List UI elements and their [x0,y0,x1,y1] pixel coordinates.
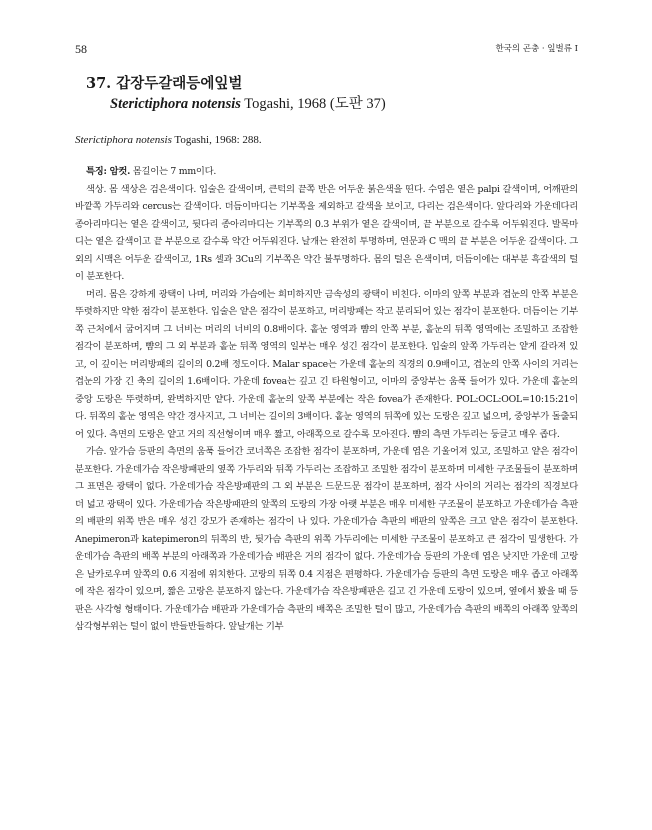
feature-paragraph [75,163,578,181]
species-korean-name: 37. 갑장두갈래등에잎벌 [86,75,243,92]
species-author: Togashi, 1968 (도판 37) [240,96,386,112]
page-header [75,42,578,56]
thorax-paragraph: 가슴. 앞가슴 등판의 측면의 움푹 들어간 코너쪽은 조잡한 점각이 분포하며, 가운데 엽은 기울어져 있고, 조밀하고 얕은 점각이 분포한다. 가운데가슴 작은방패판의 옆쪽 가두리와 뒤쪽 가두리는 조잡하고 조밀한 점각이 분포하며 미세한 구조물들이 분포하며 그 표면은 광택이 없다. 가운데가슴 작은방패판의 그 외 부분은 드문드문 점각이 분포하며, 점각 사이의 거리는 점각의 직경보다 더 넓고 광택이 있다. 가운데가슴 작은방패판의 앞쪽의 도랑의 가장 아랫 부분은 매우 미세한 구조물이 분포하고 가운데가슴 측판의 배판의 위쪽 반은 매우 성긴 강모가 존재하는 점각이 나 있다. 가운데가슴 측판의 배판의 앞쪽은 크고 얕은 점각이 분포한다. Anepimeron과 katepimeron의 뒤쪽의 반, 뒷가슴 측판의 위쪽 가두리에는 미세한 구조물이 분포하고 큰 점각이 밀생한다. 가운데가슴 측판의 배쪽 부분의 아래쪽과 가운데가슴 배판은 거의 점각이 없다. 가운데가슴 등판의 가운데 엽은 낮지만 가운데 고랑은 날카로우며 앞쪽의 0.6 지점에 위치한다. 고랑의 뒤쪽 0.4 지점은 편평하다. 가운데가슴 등판의 측면 도랑은 매우 좁고 아래쪽에 작은 점각이 있으며, 짧은 고랑은 분포하지 않는다. 가운데가슴 작은방패판은 길고 긴 가운데 도랑이 있으며, 옆에서 봤을 때 등판은 사각형 형태이다. 가운데가슴 배판과 가운데가슴 측판의 배쪽은 조밀한 털이 많고, 가운데가슴 측판의 배쪽의 아래쪽 앞쪽의 삼각형부위는 털이 없이 반들반들하다. 앞날개는 기부 [75,446,578,632]
feature-text: 몸길이는 7 mm이다. [130,166,217,177]
feature-label: 특징: 암컷. [86,166,131,177]
running-title: 한국의 곤충 · 잎벌류 I [495,44,578,54]
citation-species: Sterictiphora notensis [75,134,172,146]
species-binomial: Sterictiphora notensis [110,96,241,112]
citation-reference: Togashi, 1968: 288. [171,134,262,146]
color-paragraph: 색상. 몸 색상은 검은색이다. 입술은 갈색이며, 큰턱의 끝쪽 반은 어두운 붉은색을 띤다. 수염은 옅은 palpi 갈색이며, 어깨판의 바깥쪽 가두리와 cercus는 갈색이다. 더듬이마디는 기부쪽을 제외하고 갈색을 보이고, 다리는 검은색이다. 앞다리와 가운데다리 종아리마디는 옅은 갈색이고, 뒷다리 종아리마디는 기부쪽의 0.3 부위가 옅은 갈색이며, 끝 부분으로 갈수록 어두워진다. 발목마디는 옅은 갈색이고 끝 부분으로 갈수록 약간 어두워진다. 날개는 완전히 투명하며, 연문과 C 맥의 끝 부분은 어두운 갈색이다. 그 외의 시맥은 어두운 갈색이고, 1Rs 셀과 3Cu의 기부쪽은 약간 불투명하다. 몸의 털은 은색이며, 더듬이에는 대부분 흑갈색의 털이 분포한다. [75,183,578,282]
species-title [86,74,386,114]
species-scientific-name [86,94,386,114]
page-number: 58 [75,42,87,56]
citation [75,134,262,146]
head-paragraph: 머리. 몸은 강하게 광택이 나며, 머리와 가슴에는 희미하지만 금속성의 광택이 비친다. 이마의 앞쪽 부분과 겹눈의 안쪽 부분은 뚜렷하지만 약한 점각이 분포한다. 입술은 얕은 점각이 분포하고, 머리방패는 작고 분리되어 있는 점각이 분포한다. 더듬이는 기부쪽 근처에서 굽어지며 그 너비는 머리의 너비의 0.8배이다. 홑눈 영역과 뺨의 안쪽 부분, 홑눈의 뒤쪽 영역에는 조밀하고 조잡한 점각이 분포하며, 뺨의 그 외 부분과 홑눈 뒤쪽 영역의 일부는 매우 성긴 점각이 분포한다. 입술의 앞쪽 가두리는 얕게 갈라져 있고, 이 깊이는 머리방패의 길이의 0.2배 정도이다. Malar space는 가운데 홑눈의 직경의 0.9배이고, 겹눈의 안쪽 사이의 거리는 겹눈의 가장 긴 축의 길이의 1.6배이다. 가운데 fovea는 깊고 긴 타원형이고, 이마의 중앙부는 움푹 들어가 있다. 가운데 홑눈의 중앙 도랑은 뚜렷하며, 완벽하지만 얕다. 가운데 홑눈의 앞쪽 부분에는 작은 fovea가 존재한다. POL:OCL:OOL=10:15:21이다. 뒤쪽의 홑눈 영역은 약간 경사지고, 그 너비는 길이의 3배이다. 홑눈 영역의 뒤쪽에 있는 도랑은 깊고 넓으며, 중앙부가 돌출되어 있다. 측면의 도랑은 얕고 거의 직선형이며 매우 짧고, 아래쪽으로 갈수록 모아진다. 뺨의 측면 가두리는 둥글고 매우 좁다. [75,288,578,440]
description-body [75,163,578,636]
